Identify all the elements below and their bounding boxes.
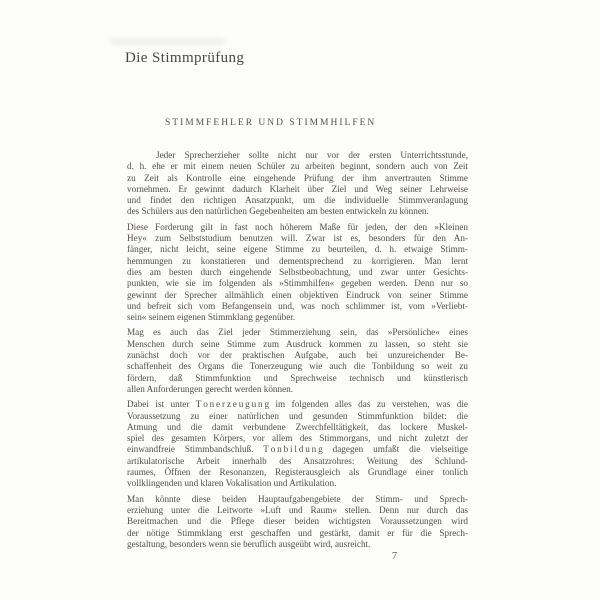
body-text [127, 150, 468, 554]
text-line: des Schülers aus den natürlichen Gegebenheiten am besten entwickeln zu können. [127, 206, 429, 217]
paragraph [127, 150, 468, 218]
section-title: STIMMFEHLER UND STIMMHILFEN [165, 118, 377, 128]
text-line: Menschen durch seine Stimme zum Ausdruck kommen zu lassen, so steht sie [127, 338, 468, 349]
text-line: Man könnte diese beiden Hauptaufgabengebiete der Stimm- und Sprech- [127, 493, 468, 504]
paragraph [127, 327, 468, 395]
text-line: Hey« zum Selbststudium benutzen will. Zwar ist es, besonders für den An- [127, 233, 468, 244]
text-line: zunächst doch vor der praktischen Aufgabe, auch bei unzureichender Be- [127, 350, 468, 361]
text-line: Bereitmachen und die Pflege dieser beiden wichtigsten Voraussetzungen wird [127, 516, 468, 527]
text-line: spiel des gesamten Körpers, vor allem des Stimmorgans, und nicht zuletzt der [127, 433, 468, 444]
text-line: schaffenheit des Organs die Tonerzeugung wie auch die Tonbildung so weit zu [127, 361, 468, 372]
text-line: dies am besten durch eingehende Selbstbeobachtung, und zwar unter Gesichts- [127, 266, 468, 277]
page-number: 7 [392, 551, 397, 562]
text-line: Jeder Sprecherzieher sollte nicht nur vor der ersten Unterrichtsstunde, [156, 150, 468, 160]
chapter-heading: Die Stimmprüfung [125, 50, 245, 66]
text-line: fänger, nicht leicht, seine eigene Stimme zu beurteilen, d. h. etwaige Stimm- [127, 244, 468, 255]
text-line: Atmung und die damit verbundene Zwerchfelltätigkeit, das lockere Muskel- [127, 421, 468, 432]
text-line: fördern, daß Stimmfunktion und Sprechweise technisch und künstlerisch [127, 372, 468, 383]
text-line: und findet den richtigen Ansatzpunkt, um die individuelle Stimmveranlagung [127, 195, 468, 206]
text-line: hemmungen zu konstatieren und dementsprechend zu korrigieren. Man lernt [127, 255, 468, 266]
text-line: gestaltung, besonders wenn sie beruflich ausgeübt wird, ausreicht. [127, 538, 371, 549]
paragraph [127, 494, 468, 550]
paragraph [127, 222, 468, 324]
text-line: allen Anforderungen gerecht werden können. [127, 383, 294, 394]
text-line: punkten, wie sie im folgenden als »Stimmhilfen« gegeben werden. Denn nur so [127, 278, 468, 289]
text-line: Diese Forderung gilt in fast noch höherem Maße für jeden, der den »Kleinen [127, 221, 468, 232]
text-line: Dabei ist unter T o n e r z e u g u n g im folgenden alles das zu verstehen, was die [127, 399, 468, 410]
text-line: d. h. ehe er mit einem neuen Schüler zu arbeiten beginnt, sondern auch von Zeit [127, 161, 468, 172]
text-line: zu Zeit als Kontrolle eine eingehende Prüfung der ihm anvertrauten Stimme [127, 172, 468, 183]
text-line: vornehmen. Er gewinnt dadurch Klarheit über Ziel und Weg seiner Lehrweise [127, 183, 468, 194]
text-line: Mag es auch das Ziel jeder Stimmerziehung sein, das »Persönliche« eines [127, 327, 468, 338]
text-line: raumes, Öffnen der Resonanzen, Registerausgleich als Grundlage einer tonlich [127, 467, 468, 478]
text-line: sein« seinem eigenen Stimmklang gegenüber. [127, 312, 296, 323]
text-line: gewinnt der Sprecher allmählich einen objektiven Eindruck von seiner Stimme [127, 289, 468, 300]
text-line: vollklingenden und klaren Vokalisation und Artikulation. [127, 478, 337, 489]
paragraph [127, 399, 468, 489]
text-line: artikulatorische Arbeit innerhalb des Ansatzrohres: Weitung des Schlund- [127, 455, 468, 466]
text-line: einwandfreie Stimmbandschluß. T o n b i l d u n g dagegen umfaßt die vielseitige [127, 444, 468, 455]
text-line: und befreit sich vom Befangensein und, was noch schlimmer ist, vom »Verliebt- [127, 300, 468, 311]
text-line: der nötige Stimmklang erst geschaffen und gestärkt, damit er für die Sprech- [127, 527, 468, 538]
text-line: erziehung unter die Leitworte »Luft und Raum« stellen. Denn nur durch das [127, 504, 468, 515]
text-line: Voraussetzung zu einer natürlichen und gesunden Stimmfunktion bildet: die [127, 410, 468, 421]
scan-artifact [110, 38, 225, 45]
